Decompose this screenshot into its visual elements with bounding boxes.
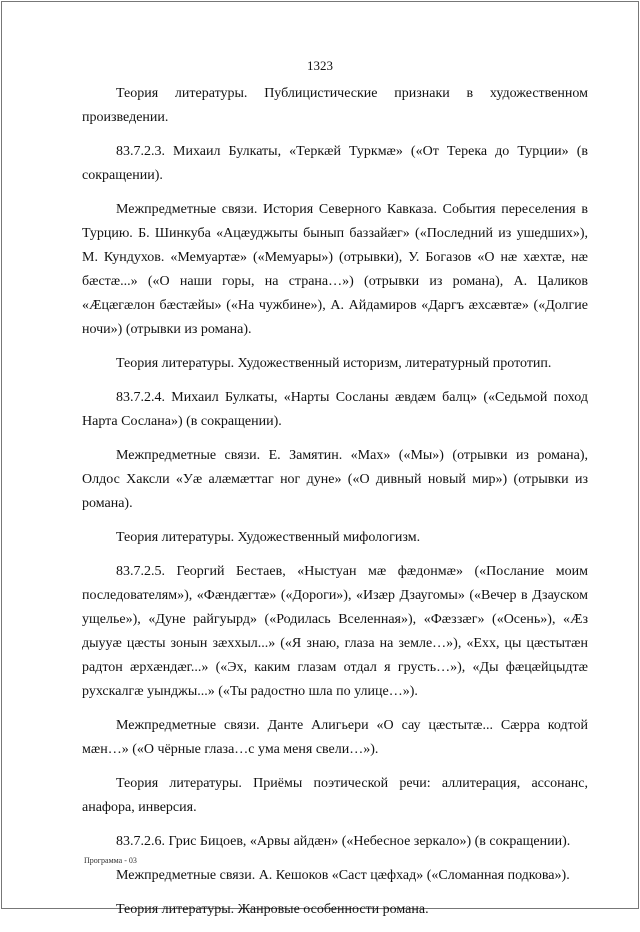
paragraph-12: Межпредметные связи. А. Кешоков «Саст цæфхад» («Сломанная подкова»). xyxy=(116,868,570,883)
paragraph-13: Теория литературы. Жанровые особенности романа. xyxy=(116,902,429,917)
paragraph-11: 83.7.2.6. Грис Бицоев, «Арвы айдæн» («Небесное зеркало») (в сокращении). xyxy=(116,834,571,849)
paragraph-10: Теория литературы. Приёмы поэтической речи: аллитерация, ассонанс, анафора, инверсия. xyxy=(82,776,588,815)
footer-label: Программа - 03 xyxy=(84,856,137,865)
paragraph-6: Межпредметные связи. Е. Замятин. «Мах» («Мы») (отрывки из романа), Олдос Хаксли «Уæ алæмæттаг ног дуне» («О дивный новый мир») (отрывки из романа). xyxy=(82,448,588,511)
page-number: 1323 xyxy=(307,58,333,73)
paragraph-1: Теория литературы. Публицистические признаки в художественном произведении. xyxy=(82,86,588,125)
paragraph-2: 83.7.2.3. Михаил Булкаты, «Теркæй Туркмæ» («От Терека до Турции» (в сокращении). xyxy=(82,144,588,183)
paragraph-8: 83.7.2.5. Георгий Бестаев, «Ныстуан мæ фæдонмæ» («Послание моим последователям»), «Фæндæгтæ» («Дороги»), «Изæр Дзаугомы» («Вечер в Дзауском ущелье»), «Дуне райгуырд» («Родилась Вселенная»), «Фæззæг» («Осень»), «Æз дыууæ цæсты зонын зæххыл...» («Я знаю, глаза на земле…»), «Ехх, цы цæстытæн радтон æрхæндæг...» («Эх, каким глазам отдал я грусть…»), «Ды фæцæйцыдтæ рухскалгæ уынджы...» («Ты радостно шла по улице…»). xyxy=(82,564,588,699)
paragraph-5: 83.7.2.4. Михаил Булкаты, «Нарты Сосланы æвдæм балц» («Седьмой поход Нарта Сослана») (в сокращении). xyxy=(82,390,588,429)
paragraph-3: Межпредметные связи. История Северного Кавказа. События переселения в Турцию. Б. Шинкуба «Ацæуджыты бынып баззайæг» («Последний из ушедших»), М. Кундухов. «Мемуартæ» («Мемуары») (отрывки), У. Богазов «О нæ хæхтæ, нæ бæстæ...» («О наши горы, на страна…») (отрывки из романа), А. Цаликов «Æцæгæлон бæстæйы» («На чужбине»), А. Айдамиров «Даргъ æхсæвтæ» («Долгие ночи») (отрывки из романа). xyxy=(82,202,588,337)
document-body xyxy=(82,82,588,932)
paragraph-9: Межпредметные связи. Данте Алигьери «О сау цæстытæ... Сæрра кодтой мæн…» («О чёрные глаза…с ума меня свели…»). xyxy=(82,718,588,757)
paragraph-4: Теория литературы. Художественный историзм, литературный прототип. xyxy=(116,356,552,371)
paragraph-7: Теория литературы. Художественный мифологизм. xyxy=(116,530,421,545)
